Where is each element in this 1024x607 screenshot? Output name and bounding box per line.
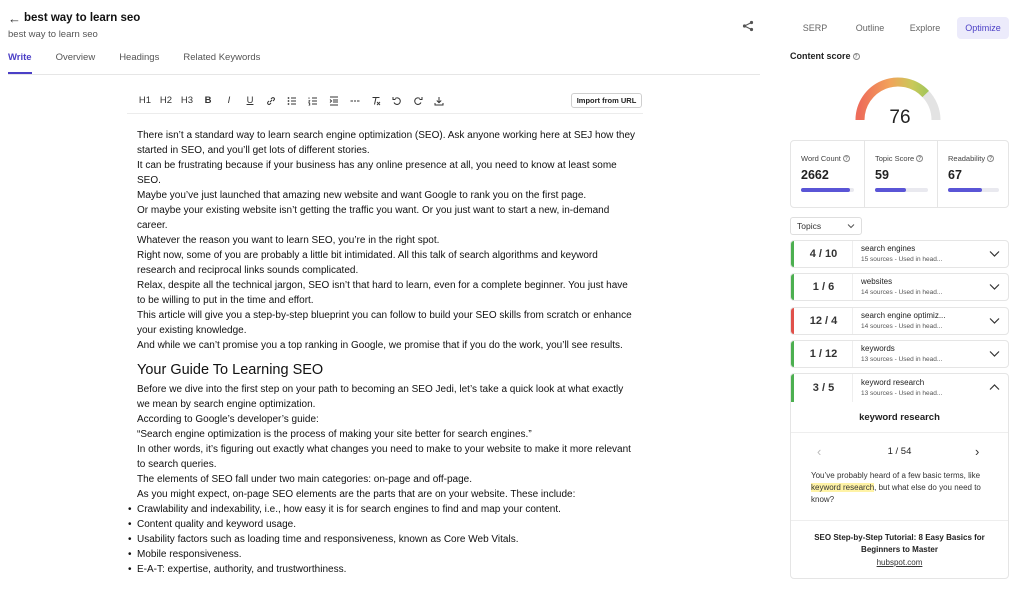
tab-write[interactable]: Write <box>8 52 32 74</box>
topic-count: 12 / 4 <box>795 308 853 334</box>
optimize-sidebar <box>768 0 1024 607</box>
topics-dropdown-label: Topics <box>797 221 822 231</box>
topics-dropdown[interactable] <box>790 217 862 235</box>
sidebar-tabs <box>790 17 1010 39</box>
toolbar-divider <box>127 113 643 114</box>
keyword-snippet <box>811 470 993 506</box>
tab-related-keywords[interactable]: Related Keywords <box>183 52 261 63</box>
share-icon[interactable] <box>742 20 754 32</box>
chevron-down-icon <box>847 222 855 230</box>
document-editor[interactable] <box>137 128 637 577</box>
stat-label <box>801 154 850 163</box>
chevron-down-icon[interactable] <box>989 317 1000 325</box>
stat-label <box>875 154 923 163</box>
heading3-button[interactable]: H3 <box>180 95 194 106</box>
italic-button[interactable]: I <box>227 95 231 106</box>
list-item: • Content quality and keyword usage. <box>137 517 637 532</box>
snippet-text: , but what else do you need to know? <box>811 483 981 504</box>
topic-name: search engine optimiz... <box>861 311 946 320</box>
chevron-up-icon[interactable] <box>989 383 1000 391</box>
stat-readability <box>937 141 1008 207</box>
tab-overview[interactable]: Overview <box>55 52 96 63</box>
paragraph: There isn’t a standard way to learn search engine optimization (SEO). Ask anyone working here at SEJ how they started in SEO, and you’ll get lots of different stories. <box>137 130 636 156</box>
chevron-down-icon[interactable] <box>989 350 1000 358</box>
paragraph: Whatever the reason you want to learn SEO, you’re in the right spot. <box>137 235 440 246</box>
status-strip <box>791 308 794 334</box>
stat-label-text: Topic Score <box>875 154 915 163</box>
topic-sources: 14 sources - Used in head... <box>861 289 943 296</box>
stat-label-text: Word Count <box>801 154 841 163</box>
bullet-list-icon[interactable] <box>286 92 298 110</box>
topic-name: keyword research <box>861 378 925 387</box>
paragraph: Right now, some of you are probably a little bit intimidated. All this talk of search algorithms and keyword research and reciprocal links sounds complicated. <box>137 250 598 276</box>
divider <box>791 520 1008 521</box>
snippet-text: You’ve probably heard of a few basic terms, like <box>811 471 981 480</box>
topic-sources: 15 sources - Used in head... <box>861 256 943 263</box>
stat-progress-fill <box>801 188 850 192</box>
clear-format-icon[interactable] <box>370 92 382 110</box>
topic-row-expanded <box>790 373 1009 579</box>
divider <box>791 432 1008 433</box>
tab-headings[interactable]: Headings <box>119 52 160 63</box>
topic-row[interactable] <box>790 340 1009 368</box>
list-item: • Usability factors such as loading time and responsiveness, known as Core Web Vitals. <box>137 532 637 547</box>
snippet-highlight: keyword research <box>811 483 875 492</box>
content-score-title: Content score <box>790 51 851 61</box>
status-strip <box>791 241 794 267</box>
underline-button[interactable]: U <box>246 95 254 106</box>
source-title: SEO Step-by-Step Tutorial: 8 Easy Basics for Beginners to Master <box>814 533 985 554</box>
horizontal-rule-icon[interactable] <box>349 92 361 110</box>
back-arrow-icon[interactable]: ← <box>8 11 21 26</box>
topic-count: 1 / 6 <box>795 274 853 300</box>
topic-row[interactable] <box>790 307 1009 335</box>
indent-icon[interactable] <box>328 92 340 110</box>
page-title: best way to learn seo <box>24 12 141 24</box>
status-strip <box>791 374 794 402</box>
stat-label-text: Readability <box>948 154 986 163</box>
paragraph: And while we can’t promise you a top ranking in Google, we promise that if you do the work, you’ll see results. <box>137 340 623 351</box>
paragraph: This article will give you a step-by-step blueprint you can follow to build your SEO skills from scratch or enhance your existing knowledge. <box>137 310 632 336</box>
stat-progress-fill <box>875 188 906 192</box>
paragraph: “Search engine optimization is the process of making your site better for search engines.” <box>137 429 532 440</box>
source-link[interactable]: hubspot.com <box>876 558 923 567</box>
tab-outline[interactable]: Outline <box>855 23 885 33</box>
list-item: • Mobile responsiveness. <box>137 547 637 562</box>
stat-progress-fill <box>948 188 982 192</box>
stat-progress-bar <box>801 188 854 192</box>
section-heading: Your Guide To Learning SEO <box>137 362 324 378</box>
bullet-list <box>137 502 637 577</box>
tab-explore[interactable]: Explore <box>909 23 941 33</box>
stats-panel <box>790 140 1009 208</box>
paragraph: According to Google’s developer’s guide: <box>137 414 319 425</box>
tab-optimize[interactable]: Optimize <box>957 17 1009 39</box>
topic-count: 4 / 10 <box>795 241 853 267</box>
stat-progress-bar <box>875 188 928 192</box>
content-score-value: 76 <box>889 107 911 128</box>
heading1-button[interactable]: H1 <box>138 95 152 106</box>
heading2-button[interactable]: H2 <box>159 95 173 106</box>
stat-label <box>948 154 994 163</box>
stat-word-count <box>791 141 864 207</box>
tab-serp[interactable]: SERP <box>802 23 828 33</box>
topic-sources: 13 sources - Used in head... <box>861 390 943 397</box>
paragraph: It can be frustrating because if your business has any online presence at all, you need to know at least some SEO. <box>137 160 617 186</box>
chevron-right-icon[interactable]: › <box>975 444 980 459</box>
topic-count: 1 / 12 <box>795 341 853 367</box>
topic-name: keywords <box>861 344 895 353</box>
list-item: • E-A-T: expertise, authority, and trustworthiness. <box>137 562 637 577</box>
topic-count: 3 / 5 <box>795 374 853 402</box>
numbered-list-icon[interactable] <box>307 92 319 110</box>
stat-value: 59 <box>875 168 889 182</box>
status-strip <box>791 274 794 300</box>
info-icon[interactable]: ? <box>844 156 848 162</box>
info-icon[interactable]: ? <box>918 156 922 162</box>
chevron-left-icon[interactable]: ‹ <box>817 444 822 459</box>
tabs-divider <box>8 74 760 75</box>
topic-sources: 14 sources - Used in head... <box>861 323 943 330</box>
chevron-down-icon[interactable] <box>989 250 1000 258</box>
paragraph: As you might expect, on-page SEO elements are the parts that are on your website. These include: <box>137 489 576 500</box>
paragraph: Or maybe your existing website isn’t getting the traffic you want. Or you just want to start a new, in-demand career. <box>137 205 610 231</box>
stat-topic-score <box>864 141 937 207</box>
stat-value: 67 <box>948 168 962 182</box>
format-toolbar <box>137 92 643 112</box>
stat-progress-bar <box>948 188 999 192</box>
topic-row[interactable] <box>790 240 1009 268</box>
link-icon[interactable] <box>265 92 277 110</box>
pager-count: 1 / 54 <box>887 446 912 457</box>
undo-icon[interactable] <box>391 92 403 110</box>
bold-button[interactable]: B <box>204 95 212 106</box>
chevron-down-icon[interactable] <box>989 283 1000 291</box>
keyword-heading: keyword research <box>859 412 940 423</box>
paragraph: In other words, it’s figuring out exactly what changes you need to make to your website to make it more relevant to search queries. <box>137 444 631 470</box>
paragraph: The elements of SEO fall under two main categories: on-page and off-page. <box>137 474 473 485</box>
content-score-label <box>790 51 860 61</box>
topic-sources: 13 sources - Used in head... <box>861 356 943 363</box>
editor-tabs <box>8 52 284 74</box>
info-icon[interactable]: ? <box>854 54 858 60</box>
list-item: • Crawlability and indexability, i.e., how easy it is for search engines to find and map your content. <box>137 502 637 517</box>
paragraph: Maybe you’ve just launched that amazing new website and want Google to rank you on the first page. <box>137 190 587 201</box>
topic-name: search engines <box>861 244 916 253</box>
topic-row[interactable] <box>790 273 1009 301</box>
topic-name: websites <box>861 277 893 286</box>
info-icon[interactable]: ? <box>989 156 993 162</box>
status-strip <box>791 341 794 367</box>
page-subtitle: best way to learn seo <box>8 29 98 40</box>
import-from-url-button[interactable]: Import from URL <box>571 93 642 108</box>
download-icon[interactable] <box>433 92 445 110</box>
stat-value: 2662 <box>801 168 829 182</box>
paragraph: Before we dive into the first step on your path to becoming an SEO Jedi, let’s take a quick look at what exactly we mean by search engine optimization. <box>137 384 624 410</box>
redo-icon[interactable] <box>412 92 424 110</box>
paragraph: Relax, despite all the technical jargon, SEO isn’t that hard to learn, even for a complete beginner. You just have to be willing to put in the time and effort. <box>137 280 628 306</box>
